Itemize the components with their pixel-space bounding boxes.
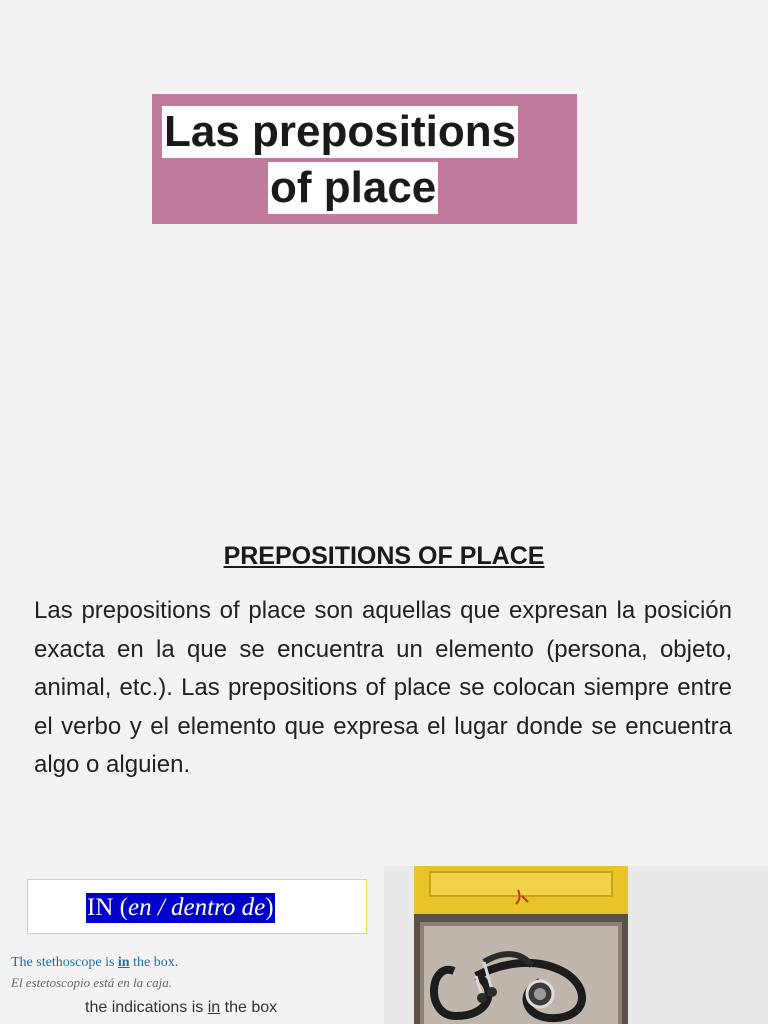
title-banner — [152, 94, 577, 224]
title-line-2: of place — [270, 163, 437, 212]
title-line-1: Las prepositions — [164, 107, 517, 156]
example-english-end: the box. — [129, 955, 179, 970]
example-spanish: El estetoscopio está en la caja. — [11, 975, 173, 990]
in-preposition-card — [27, 879, 367, 934]
example-english-keyword: in — [117, 955, 130, 970]
example-indications-keyword: in — [207, 999, 221, 1016]
example-english — [11, 955, 178, 971]
in-close-paren: ) — [265, 894, 274, 921]
in-open-paren: ( — [113, 894, 128, 921]
example-indications — [85, 999, 277, 1017]
example-indications-end: the box — [220, 999, 278, 1016]
in-translation: en / dentro de — [127, 894, 266, 921]
intro-paragraph: Las prepositions of place son aquellas que expresan la posición exacta en la que se encuentra un elemento (persona, objeto, animal, etc.). Las prepositions of place se colocan siempre entre el verbo y el elemento que expresa el lugar donde se encuentra algo o alguien. — [34, 597, 732, 778]
section-heading: PREPOSITIONS OF PLACE — [223, 542, 545, 570]
in-preposition-label — [86, 893, 275, 923]
stethoscope-illustration — [384, 866, 768, 1024]
stethoscope-photo — [384, 866, 768, 1024]
example-indications-start: the indications is — [85, 999, 208, 1016]
example-english-start: The stethoscope is — [11, 955, 118, 970]
in-word: IN — [87, 894, 114, 921]
